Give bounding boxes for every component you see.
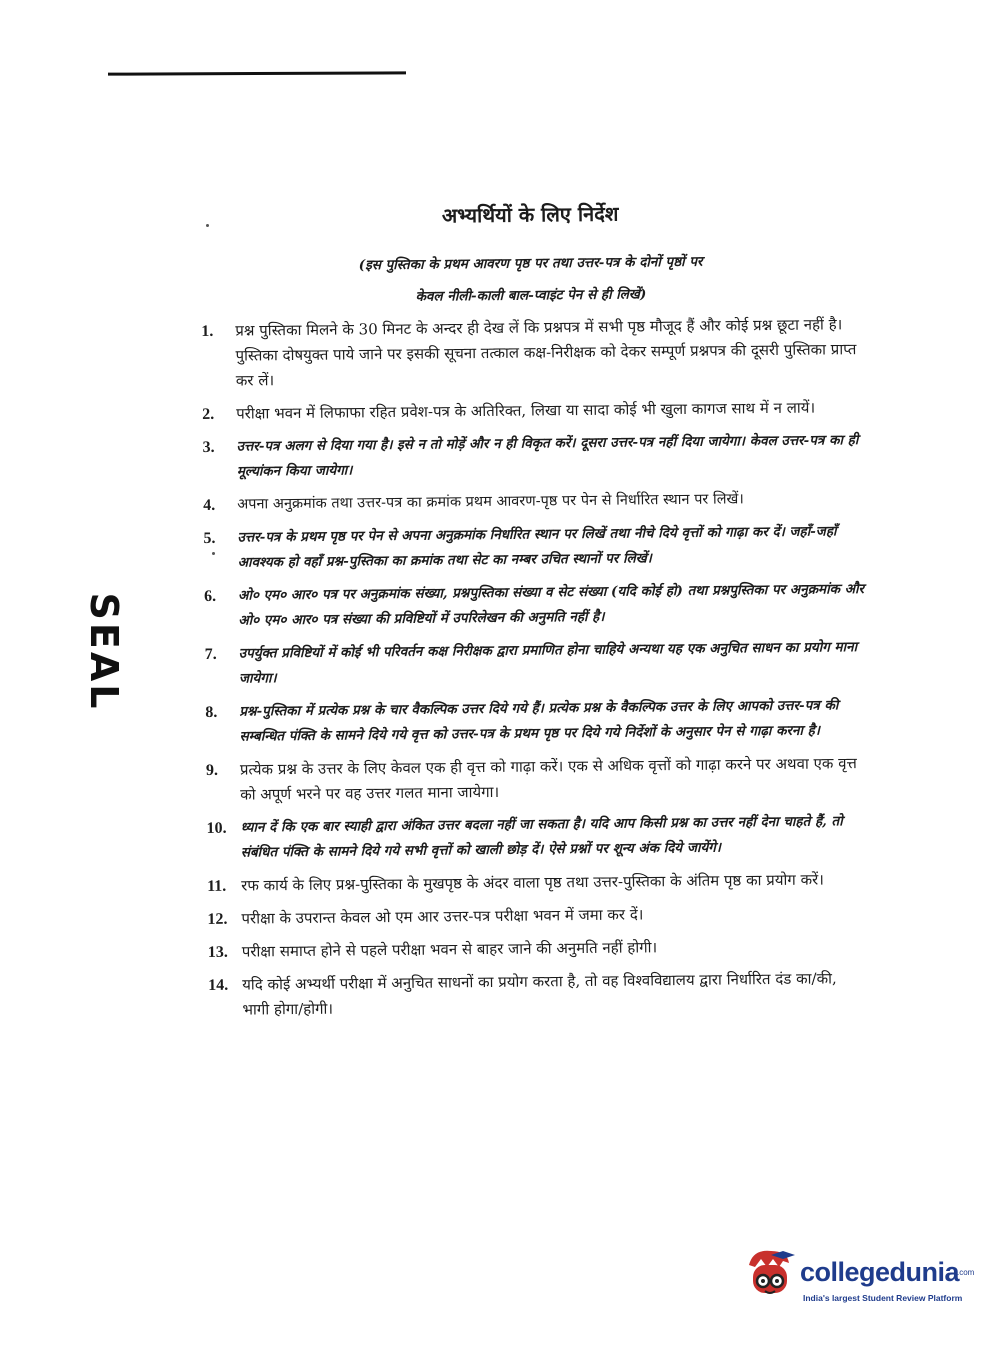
pen-instruction-line-2: केवल नीली-काली बाल-प्वाइंट पेन से ही लिखें) [415, 286, 647, 305]
item-number: 5. [203, 529, 216, 547]
item-text: ओ० एम० आर० पत्र पर अनुक्रमांक संख्या, प्रश्नपुस्तिका संख्या व सेट संख्या (यदि कोई हो) तथा प्रश्नपुस्तिका पर अनुक्रमांक और ओ० एम० आर० पत्र संख्या की प्रविष्टियों में उपरिलेखन की अनुमति नहीं है। [238, 581, 865, 629]
item-text: प्रश्न पुस्तिका मिलने के 30 मिनट के अन्दर ही देख लें कि प्रश्नपत्र में सभी पृष्ठ मौजूद हैं और कोई प्रश्न छूटा नहीं है। पुस्तिका दोषयुक्त पाये जाने पर इसकी सूचना तत्काल कक्ष-निरीक्षक को देकर सम्पूर्ण प्रश्नपत्र की दूसरी पुस्तिका प्राप्त कर लें। [235, 315, 857, 390]
instruction-item [205, 693, 865, 750]
instruction-item [207, 867, 867, 899]
instruction-item [206, 809, 866, 866]
pen-instruction-line-1: (इस पुस्तिका के प्रथम आवरण पृष्ठ पर तथा उत्तर-पत्र के दोनों पृष्ठों पर [358, 253, 703, 274]
logo-suffix: .com [957, 1268, 975, 1277]
instruction-item [204, 577, 864, 634]
item-number: 8. [205, 703, 218, 721]
item-text: प्रश्न-पुस्तिका में प्रत्येक प्रश्न के चार वैकल्पिक उत्तर दिये गये हैं। प्रत्येक प्रश्न के वैकल्पिक उत्तर के लिए आपको उत्तर-पत्र की सम्बन्धित पंक्ति के सामने दिये गये वृत्त को उत्तर-पत्र के प्रथम पृष्ठ पर दिये गये निर्देशों के अनुसार पेन से गाढ़ा करना है। [239, 697, 839, 745]
item-text: परीक्षा भवन में लिफाफा रहित प्रवेश-पत्र के अतिरिक्त, लिखा या सादा कोई भी खुला कागज साथ में न लायें। [236, 398, 816, 423]
instruction-list [201, 312, 868, 1023]
instruction-item [203, 486, 863, 518]
mascot-icon [743, 1245, 797, 1311]
item-number: 9. [205, 761, 219, 779]
item-number: 13. [207, 943, 228, 961]
instruction-item [205, 635, 865, 692]
item-number: 10. [206, 819, 227, 837]
item-number: 11. [207, 877, 227, 895]
item-number: 6. [204, 587, 217, 605]
item-number: 1. [201, 322, 214, 340]
item-text: अपना अनुक्रमांक तथा उत्तर-पत्र का क्रमांक प्रथम आवरण-पृष्ठ पर पेन से निर्धारित स्थान पर लिखें। [237, 491, 744, 513]
instruction-item [202, 395, 862, 427]
item-text: उत्तर-पत्र के प्रथम पृष्ठ पर पेन से अपना अनुक्रमांक निर्धारित स्थान पर लिखें तथा नीचे दिये वृत्तों को गाढ़ा कर दें। जहाँ-जहाँ आवश्यक हो वहाँ प्रश्न-पुस्तिका का क्रमांक तथा सेट का नम्बर उचित स्थानों पर लिखें। [237, 523, 837, 571]
item-text: यदि कोई अभ्यर्थी परीक्षा में अनुचित साधनों का प्रयोग करता है, तो वह विश्वविद्यालय द्वारा निर्धारित दंड का/की, भागी होगा/होगी। [242, 969, 837, 1019]
logo-tagline: India's largest Student Review Platform [803, 1293, 963, 1303]
item-number: 4. [203, 496, 216, 514]
top-rule [108, 71, 406, 75]
instruction-item [202, 428, 862, 485]
instruction-item [208, 966, 868, 1023]
item-number: 2. [202, 405, 215, 423]
item-number: 7. [204, 645, 217, 663]
item-text: ध्यान दें कि एक बार स्याही द्वारा अंकित उत्तर बदला नहीं जा सकता है। यदि आप किसी प्रश्न का उत्तर नहीं देना चाहते हैं, तो संबंधित पंक्ति के सामने दिये गये सभी वृत्तों को खाली छोड़ दें। ऐसे प्रश्नों पर शून्य अंक दिये जायेंगे। [240, 813, 843, 861]
seal-label: SEAL [82, 592, 126, 712]
instruction-item [206, 751, 866, 808]
collegedunia-logo[interactable] [743, 1245, 975, 1315]
item-text: परीक्षा समाप्त होने से पहले परीक्षा भवन से बाहर जाने की अनुमति नहीं होगी। [241, 938, 658, 961]
instruction-item [203, 519, 863, 576]
instruction-item [201, 312, 862, 394]
instructions-document [200, 197, 869, 1031]
item-text: परीक्षा के उपरान्त केवल ओ एम आर उत्तर-पत्र परीक्षा भवन में जमा कर दें। [241, 905, 644, 928]
item-number: 12. [207, 910, 228, 928]
logo-wordmark: collegedunia [800, 1257, 960, 1287]
instruction-item [207, 900, 867, 932]
item-text: प्रत्येक प्रश्न के उत्तर के लिए केवल एक ही वृत्त को गाढ़ा करें। एक से अधिक वृत्तों को गाढ़ा करने पर अथवा एक वृत्त को अपूर्ण भरने पर वह उत्तर गलत माना जायेगा। [239, 754, 857, 804]
item-text: उत्तर-पत्र अलग से दिया गया है। इसे न तो मोड़ें और न ही विकृत करें। दूसरा उत्तर-पत्र नहीं दिया जायेगा। केवल उत्तर-पत्र का ही मूल्यांकन किया जायेगा। [236, 432, 859, 480]
item-text: उपर्युक्त प्रविष्टियों में कोई भी परिवर्तन कक्ष निरीक्षक द्वारा प्रमाणित होना चाहिये अन्यथा यह एक अनुचित साधन का प्रयोग माना जायेगा। [238, 639, 858, 687]
item-text: रफ कार्य के लिए प्रश्न-पुस्तिका के मुखपृष्ठ के अंदर वाला पृष्ठ तथा उत्तर-पुस्तिका के अंतिम पृष्ठ का प्रयोग करें। [241, 870, 824, 895]
document-title: अभ्यर्थियों के लिए निर्देश [441, 201, 619, 228]
instruction-item [208, 933, 868, 965]
item-number: 14. [208, 976, 229, 994]
item-number: 3. [202, 438, 215, 456]
